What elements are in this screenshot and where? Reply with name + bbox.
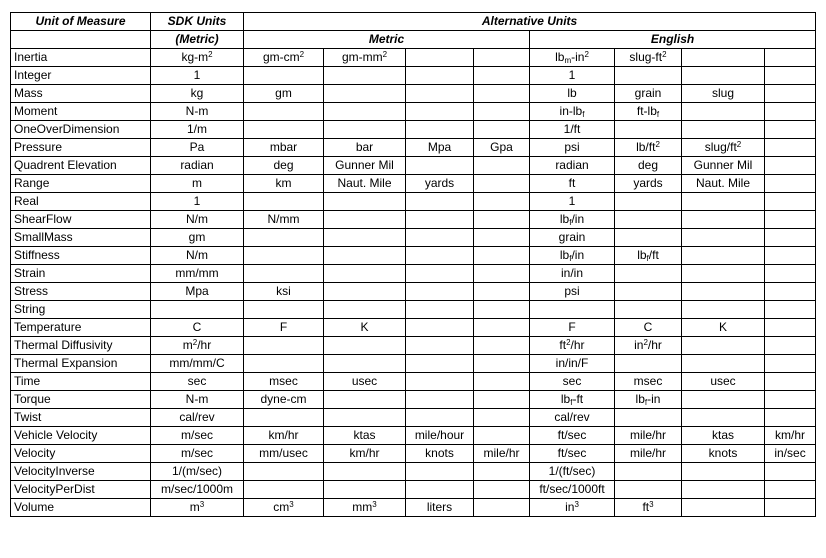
table-row (11, 463, 816, 481)
metric-unit-cell (474, 193, 530, 211)
english-unit-cell: usec (682, 373, 765, 391)
sdk-unit-cell: mm/mm (151, 265, 244, 283)
metric-unit-cell (244, 229, 324, 247)
english-unit-cell (682, 265, 765, 283)
english-unit-cell: in/sec (765, 445, 816, 463)
metric-unit-cell: $gm-cm^2$ (244, 49, 324, 67)
table-row (11, 391, 816, 409)
metric-unit-cell (406, 193, 474, 211)
metric-unit-cell (474, 49, 530, 67)
sdk-unit-cell: N/m (151, 211, 244, 229)
metric-unit-cell: $mm^3$ (324, 499, 406, 517)
english-unit-cell: knots (682, 445, 765, 463)
metric-unit-cell (474, 463, 530, 481)
english-unit-cell (765, 463, 816, 481)
metric-unit-cell (244, 409, 324, 427)
metric-unit-cell: $cm^3$ (244, 499, 324, 517)
english-unit-cell: $lb_f/in$ (530, 211, 615, 229)
sdk-unit-cell: m/sec/1000m (151, 481, 244, 499)
metric-unit-cell (244, 67, 324, 85)
english-unit-cell (682, 67, 765, 85)
english-unit-cell: $lb/ft^2$ (615, 139, 682, 157)
metric-unit-cell (324, 337, 406, 355)
english-unit-cell (615, 67, 682, 85)
english-unit-cell: ktas (682, 427, 765, 445)
english-unit-cell (765, 175, 816, 193)
english-unit-cell (765, 49, 816, 67)
english-unit-cell (765, 319, 816, 337)
english-unit-cell: $in^3$ (530, 499, 615, 517)
metric-unit-cell (474, 229, 530, 247)
english-unit-cell: $ft^3$ (615, 499, 682, 517)
metric-unit-cell (324, 283, 406, 301)
metric-unit-cell (474, 499, 530, 517)
english-unit-cell (615, 481, 682, 499)
metric-unit-cell (244, 355, 324, 373)
english-unit-cell (682, 283, 765, 301)
unit-name-cell: Stress (11, 283, 151, 301)
sdk-unit-cell: C (151, 319, 244, 337)
unit-name-cell: Moment (11, 103, 151, 121)
english-unit-cell: 1 (530, 67, 615, 85)
metric-unit-cell (474, 355, 530, 373)
table-row (11, 67, 816, 85)
metric-unit-cell (406, 391, 474, 409)
table-row (11, 211, 816, 229)
metric-unit-cell (474, 373, 530, 391)
table-row (11, 373, 816, 391)
alternative-units-header: Alternative Units (244, 13, 816, 31)
english-unit-cell (682, 409, 765, 427)
unit-name-cell: ShearFlow (11, 211, 151, 229)
sdk-units-header: SDK Units (151, 13, 244, 31)
metric-unit-cell: bar (324, 139, 406, 157)
english-unit-cell (682, 49, 765, 67)
english-unit-cell: mile/hr (615, 445, 682, 463)
table-row (11, 355, 816, 373)
english-unit-cell (765, 229, 816, 247)
metric-unit-cell (406, 301, 474, 319)
metric-unit-cell (406, 247, 474, 265)
table-row (11, 247, 816, 265)
metric-unit-cell (474, 211, 530, 229)
english-unit-cell: grain (615, 85, 682, 103)
english-unit-cell (615, 229, 682, 247)
english-unit-cell (765, 355, 816, 373)
english-unit-cell (615, 265, 682, 283)
metric-unit-cell (406, 85, 474, 103)
english-unit-cell: K (682, 319, 765, 337)
english-unit-cell (765, 373, 816, 391)
metric-unit-cell (474, 247, 530, 265)
english-unit-cell: $in-lb_f$ (530, 103, 615, 121)
metric-unit-cell (244, 301, 324, 319)
english-unit-cell (765, 85, 816, 103)
metric-unit-cell (406, 337, 474, 355)
sdk-unit-cell: 1/(m/sec) (151, 463, 244, 481)
metric-unit-cell (406, 481, 474, 499)
metric-unit-cell: mm/usec (244, 445, 324, 463)
blank-header-cell (11, 31, 151, 49)
metric-unit-cell: liters (406, 499, 474, 517)
english-unit-cell (765, 139, 816, 157)
english-unit-cell: $lb_m-in^2$ (530, 49, 615, 67)
metric-unit-cell (406, 319, 474, 337)
metric-unit-cell: usec (324, 373, 406, 391)
english-unit-cell (615, 355, 682, 373)
metric-unit-cell (324, 481, 406, 499)
unit-name-cell: Volume (11, 499, 151, 517)
english-unit-cell (615, 463, 682, 481)
metric-unit-cell: knots (406, 445, 474, 463)
table-row (11, 319, 816, 337)
english-unit-cell: F (530, 319, 615, 337)
english-unit-cell (682, 229, 765, 247)
english-unit-cell: msec (615, 373, 682, 391)
english-unit-cell (765, 409, 816, 427)
english-unit-cell: yards (615, 175, 682, 193)
english-unit-cell (765, 499, 816, 517)
english-unit-cell: radian (530, 157, 615, 175)
unit-name-cell: Torque (11, 391, 151, 409)
metric-unit-cell (474, 427, 530, 445)
english-unit-cell (765, 265, 816, 283)
metric-unit-cell (324, 391, 406, 409)
metric-unit-cell (406, 67, 474, 85)
metric-unit-cell: km (244, 175, 324, 193)
unit-name-cell: Real (11, 193, 151, 211)
table-row (11, 157, 816, 175)
sdk-unit-cell: mm/mm/C (151, 355, 244, 373)
table-row (11, 427, 816, 445)
english-unit-cell: in/in/F (530, 355, 615, 373)
metric-unit-cell (324, 103, 406, 121)
metric-unit-cell: Gpa (474, 139, 530, 157)
english-unit-cell (682, 103, 765, 121)
metric-unit-cell: mbar (244, 139, 324, 157)
metric-unit-cell (474, 157, 530, 175)
metric-unit-cell (244, 481, 324, 499)
english-unit-cell (682, 481, 765, 499)
sdk-unit-cell (151, 301, 244, 319)
english-unit-cell: mile/hr (615, 427, 682, 445)
metric-unit-cell (406, 229, 474, 247)
unit-of-measure-header: Unit of Measure (11, 13, 151, 31)
sdk-unit-cell: $m^3$ (151, 499, 244, 517)
metric-unit-cell: km/hr (244, 427, 324, 445)
metric-unit-cell (244, 337, 324, 355)
sdk-unit-cell: N-m (151, 391, 244, 409)
units-table (10, 12, 816, 517)
english-unit-cell (682, 121, 765, 139)
unit-name-cell: Twist (11, 409, 151, 427)
metric-unit-cell: gm (244, 85, 324, 103)
unit-name-cell: Thermal Expansion (11, 355, 151, 373)
unit-name-cell: Temperature (11, 319, 151, 337)
english-unit-cell (765, 67, 816, 85)
english-unit-cell: 1/(ft/sec) (530, 463, 615, 481)
unit-name-cell: Vehicle Velocity (11, 427, 151, 445)
unit-name-cell: OneOverDimension (11, 121, 151, 139)
table-row (11, 409, 816, 427)
unit-name-cell: VelocityPerDist (11, 481, 151, 499)
metric-unit-cell (324, 355, 406, 373)
english-unit-cell: ft/sec (530, 445, 615, 463)
english-unit-cell (615, 301, 682, 319)
unit-name-cell: Strain (11, 265, 151, 283)
english-unit-cell: lb (530, 85, 615, 103)
english-unit-cell: $in^2/hr$ (615, 337, 682, 355)
english-unit-cell: sec (530, 373, 615, 391)
sdk-unit-cell: Pa (151, 139, 244, 157)
metric-unit-cell (406, 103, 474, 121)
english-unit-cell: 1 (530, 193, 615, 211)
english-unit-cell (615, 193, 682, 211)
english-unit-cell (682, 391, 765, 409)
table-row (11, 301, 816, 319)
sdk-unit-cell: Mpa (151, 283, 244, 301)
sdk-unit-cell: $kg-m^2$ (151, 49, 244, 67)
english-unit-cell: C (615, 319, 682, 337)
sdk-unit-cell: radian (151, 157, 244, 175)
sdk-unit-cell: N/m (151, 247, 244, 265)
english-unit-cell: psi (530, 283, 615, 301)
sdk-unit-cell: kg (151, 85, 244, 103)
unit-name-cell: Quadrent Elevation (11, 157, 151, 175)
metric-unit-cell: K (324, 319, 406, 337)
unit-name-cell: String (11, 301, 151, 319)
metric-unit-cell: msec (244, 373, 324, 391)
english-unit-cell: cal/rev (530, 409, 615, 427)
metric-unit-cell (244, 103, 324, 121)
unit-name-cell: Range (11, 175, 151, 193)
sdk-unit-cell: 1 (151, 67, 244, 85)
unit-name-cell: Pressure (11, 139, 151, 157)
table-row (11, 139, 816, 157)
english-header: English (530, 31, 816, 49)
metric-unit-cell (406, 463, 474, 481)
unit-name-cell: Integer (11, 67, 151, 85)
sdk-unit-cell: m (151, 175, 244, 193)
metric-unit-cell (474, 103, 530, 121)
sdk-unit-cell: m/sec (151, 445, 244, 463)
metric-unit-cell: dyne-cm (244, 391, 324, 409)
unit-name-cell: Inertia (11, 49, 151, 67)
metric-unit-cell (324, 121, 406, 139)
sdk-unit-cell: 1 (151, 193, 244, 211)
table-row (11, 229, 816, 247)
sdk-unit-cell: 1/m (151, 121, 244, 139)
unit-name-cell: VelocityInverse (11, 463, 151, 481)
english-unit-cell: in/in (530, 265, 615, 283)
english-unit-cell (682, 499, 765, 517)
table-row (11, 193, 816, 211)
unit-name-cell: Mass (11, 85, 151, 103)
metric-unit-cell (324, 409, 406, 427)
english-unit-cell (765, 193, 816, 211)
table-row (11, 481, 816, 499)
table-row (11, 499, 816, 517)
english-unit-cell: psi (530, 139, 615, 157)
english-unit-cell (765, 481, 816, 499)
english-unit-cell (765, 283, 816, 301)
table-row (11, 49, 816, 67)
english-unit-cell: $lb_f-ft$ (530, 391, 615, 409)
metric-unit-cell (406, 373, 474, 391)
metric-unit-cell (474, 319, 530, 337)
metric-unit-cell: Naut. Mile (324, 175, 406, 193)
english-unit-cell: slug-$ft^2$ (615, 49, 682, 67)
unit-name-cell: Thermal Diffusivity (11, 337, 151, 355)
metric-unit-cell (244, 463, 324, 481)
metric-unit-cell: Gunner Mil (324, 157, 406, 175)
metric-unit-cell: N/mm (244, 211, 324, 229)
english-unit-cell: deg (615, 157, 682, 175)
english-unit-cell: 1/ft (530, 121, 615, 139)
metric-unit-cell (474, 481, 530, 499)
english-unit-cell (682, 247, 765, 265)
metric-unit-cell (474, 337, 530, 355)
metric-unit-cell: mile/hour (406, 427, 474, 445)
table-row (11, 85, 816, 103)
english-unit-cell: km/hr (765, 427, 816, 445)
english-unit-cell: Gunner Mil (682, 157, 765, 175)
metric-unit-cell (324, 229, 406, 247)
metric-unit-cell (474, 121, 530, 139)
metric-unit-cell: deg (244, 157, 324, 175)
metric-unit-cell: yards (406, 175, 474, 193)
metric-unit-cell: mile/hr (474, 445, 530, 463)
metric-unit-cell (474, 265, 530, 283)
english-unit-cell (615, 283, 682, 301)
metric-unit-cell (244, 193, 324, 211)
metric-unit-cell (324, 211, 406, 229)
table-row (11, 103, 816, 121)
english-unit-cell (615, 409, 682, 427)
table-row (11, 265, 816, 283)
metric-unit-cell (324, 463, 406, 481)
english-unit-cell (682, 355, 765, 373)
english-unit-cell (765, 157, 816, 175)
table-row (11, 175, 816, 193)
metric-unit-cell (406, 355, 474, 373)
sdk-unit-cell: gm (151, 229, 244, 247)
sdk-unit-cell: $m^2/hr$ (151, 337, 244, 355)
english-unit-cell: ft (530, 175, 615, 193)
metric-unit-cell (474, 283, 530, 301)
english-unit-cell: $ft-lb_f$ (615, 103, 682, 121)
english-unit-cell (682, 463, 765, 481)
metric-unit-cell (324, 247, 406, 265)
metric-unit-cell: $gm-mm^2$ (324, 49, 406, 67)
metric-unit-cell (474, 85, 530, 103)
metric-unit-cell (406, 211, 474, 229)
metric-unit-cell (474, 409, 530, 427)
metric-unit-cell (406, 409, 474, 427)
english-unit-cell (765, 391, 816, 409)
metric-unit-cell (474, 301, 530, 319)
metric-unit-cell: Mpa (406, 139, 474, 157)
english-unit-cell (765, 103, 816, 121)
unit-name-cell: SmallMass (11, 229, 151, 247)
metric-unit-cell (324, 265, 406, 283)
sdk-unit-cell: cal/rev (151, 409, 244, 427)
metric-unit-cell: km/hr (324, 445, 406, 463)
header-row-1 (11, 13, 816, 31)
metric-unit-cell (474, 391, 530, 409)
sdk-unit-cell: N-m (151, 103, 244, 121)
metric-unit-cell (406, 283, 474, 301)
sdk-unit-cell: m/sec (151, 427, 244, 445)
metric-unit-cell (406, 157, 474, 175)
unit-name-cell: Velocity (11, 445, 151, 463)
metric-unit-cell: F (244, 319, 324, 337)
english-unit-cell: slug/$ft^2$ (682, 139, 765, 157)
metric-header: Metric (244, 31, 530, 49)
table-row (11, 337, 816, 355)
english-unit-cell: $lb_f/in$ (530, 247, 615, 265)
english-unit-cell: slug (682, 85, 765, 103)
metric-unit-cell: ksi (244, 283, 324, 301)
metric-unit-cell (324, 193, 406, 211)
sdk-metric-subheader: (Metric) (151, 31, 244, 49)
table-row (11, 445, 816, 463)
metric-unit-cell (406, 49, 474, 67)
english-unit-cell (530, 301, 615, 319)
unit-name-cell: Stiffness (11, 247, 151, 265)
english-unit-cell (682, 337, 765, 355)
metric-unit-cell (474, 175, 530, 193)
english-unit-cell (765, 247, 816, 265)
english-unit-cell: ft/sec (530, 427, 615, 445)
table-row (11, 121, 816, 139)
header-row-2 (11, 31, 816, 49)
metric-unit-cell (244, 265, 324, 283)
english-unit-cell (765, 121, 816, 139)
english-unit-cell (765, 211, 816, 229)
metric-unit-cell (474, 67, 530, 85)
english-unit-cell: $lb_f/ft$ (615, 247, 682, 265)
english-unit-cell: Naut. Mile (682, 175, 765, 193)
unit-name-cell: Time (11, 373, 151, 391)
english-unit-cell: $ft^2/hr$ (530, 337, 615, 355)
sdk-unit-cell: sec (151, 373, 244, 391)
metric-unit-cell (324, 85, 406, 103)
metric-unit-cell (324, 301, 406, 319)
english-unit-cell (615, 211, 682, 229)
english-unit-cell (682, 301, 765, 319)
table-body (11, 49, 816, 517)
metric-unit-cell (324, 67, 406, 85)
english-unit-cell (682, 193, 765, 211)
metric-unit-cell (406, 121, 474, 139)
english-unit-cell (765, 337, 816, 355)
english-unit-cell (682, 211, 765, 229)
table-row (11, 283, 816, 301)
metric-unit-cell (406, 265, 474, 283)
metric-unit-cell: ktas (324, 427, 406, 445)
english-unit-cell: ft/sec/1000ft (530, 481, 615, 499)
english-unit-cell: grain (530, 229, 615, 247)
english-unit-cell (615, 121, 682, 139)
metric-unit-cell (244, 247, 324, 265)
english-unit-cell (765, 301, 816, 319)
english-unit-cell: $lb_f-in$ (615, 391, 682, 409)
metric-unit-cell (244, 121, 324, 139)
